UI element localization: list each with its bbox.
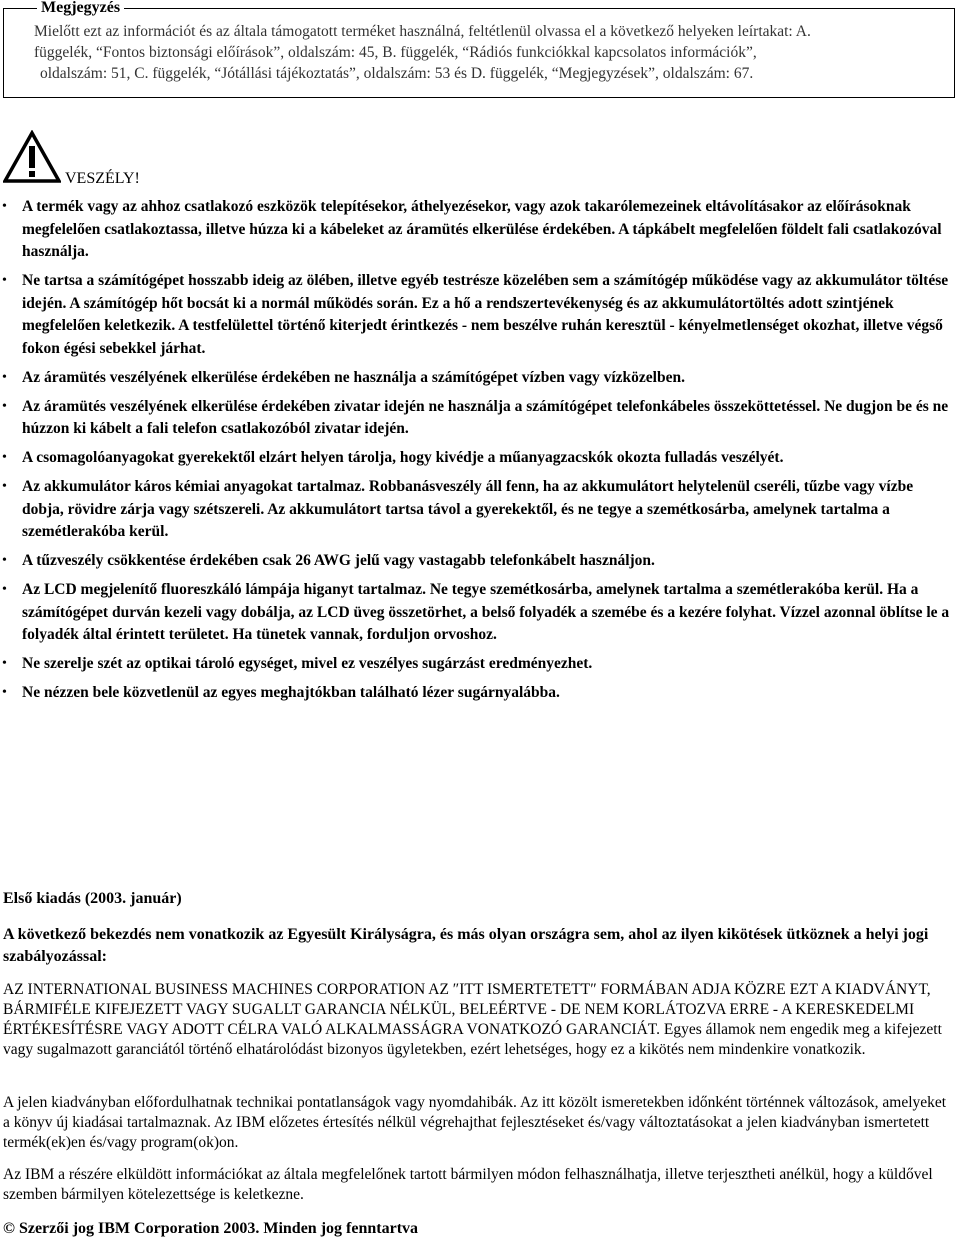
bullet-icon: • bbox=[2, 656, 7, 671]
list-item: • A tűzveszély csökkentése érdekében csak 26 AWG jelű vagy vastagabb telefonkábelt használjon. bbox=[0, 550, 950, 573]
bullet-icon: • bbox=[2, 369, 7, 385]
note-box bbox=[3, 0, 955, 98]
edition-notice: Első kiadás (2003. január) bbox=[3, 890, 182, 907]
list-item: • Ne nézzen bele közvetlenül az egyes meghajtókban található lézer sugárnyalábba. bbox=[0, 682, 950, 705]
bullet-icon: • bbox=[2, 450, 7, 465]
danger-label: VESZÉLY! bbox=[65, 170, 140, 187]
warning-triangle-icon bbox=[3, 130, 61, 184]
note-title: Megjegyzés bbox=[37, 0, 124, 17]
list-item: • A csomagolóanyagokat gyerekektől elzárt helyen tárolja, hogy kivédje a műanyagzacskók okozta fulladás veszélyét. bbox=[0, 447, 950, 470]
list-item: • Az akkumulátor káros kémiai anyagokat tartalmaz. Robbanásveszély áll fenn, ha az akkumulátort helytelenül cseréli, tűzbe vagy vízbe dobja, rövidre zárja vagy szétszereli. Az akkumulátort tartsa távol a gyerekektől, és ne tegye a szemétkosárba, amelynek tartalma a szemétlerakóba kerül. bbox=[2, 478, 914, 540]
note-text bbox=[34, 21, 952, 84]
bullet-icon: • bbox=[2, 398, 7, 414]
list-item: • Ne tartsa a számítógépet hosszabb ideig az ölében, illetve egyéb testrésze közelében sem a számítógép működése vagy az akkumulátor töltése idején. A számítógép hőt bocsát ki a normál működés során. Ez a hő a rendszertevékenység és az akkumulátortöltés adott szintjének megfelelően keletkezik. A testfelülettel történő kiterjedt érintkezés - nem beszélve ruhán keresztül - kényelmetlenséget okozhat, illetve végső fokon égési sebekkel járhat. bbox=[2, 272, 949, 357]
danger-list bbox=[0, 196, 950, 711]
uk-exclusion-paragraph: A következő bekezdés nem vonatkozik az Egyesült Királyságra, és más olyan országra sem, ahol az ilyen kikötések ütköznek a helyi jogi szabályozással: bbox=[3, 926, 929, 965]
bullet-icon: • bbox=[2, 553, 7, 568]
bullet-icon: • bbox=[2, 582, 7, 597]
copyright-line bbox=[3, 1220, 418, 1238]
note-line-2: függelék, “Fontos biztonsági előírások”, oldalszám: 45, B. függelék, “Rádiós funkciókkal kapcsolatos információk”, bbox=[34, 44, 757, 61]
list-item: • Az áramütés veszélyének elkerülése érdekében zivatar idején ne használja a számítógépet telefonkábeles összeköttetéssel. Ne dugjon be és ne húzzon ki kábelt a fali telefon csatlakozóból zivatar idején. bbox=[2, 397, 949, 437]
list-item: • Ne szerelje szét az optikai tároló egységet, mivel ez veszélyes sugárzást eredményezhet. bbox=[0, 653, 950, 676]
list-item: • Az LCD megjelenítő fluoreszkáló lámpája higanyt tartalmaz. Ne tegye szemétkosárba, amelynek tartalma a szemétlerakóba kerül. Ha a számítógépet durván kezeli vagy dobálja, az LCD üveg összetörhet, a belső folyadék a szemébe és a kezére folyhat. Vízzel azonnal öblítse le a folyadék által érintett területet. Ha tünetek vannak, forduljon orvoshoz. bbox=[2, 581, 950, 643]
bullet-icon: • bbox=[2, 273, 7, 288]
list-item: • Az áramütés veszélyének elkerülése érdekében ne használja a számítógépet vízben vagy vízközelben. bbox=[0, 367, 950, 390]
warranty-disclaimer-paragraph: AZ INTERNATIONAL BUSINESS MACHINES CORPORATION AZ ″ITT ISMERTETETT″ FORMÁBAN ADJA KÖZRE EZT A KIADVÁNYT, BÁRMIFÉLE KIFEJEZETT VAGY SUGALLT GARANCIA NÉLKÜL, BELEÉRTVE - DE NEM KORLÁTOZVA ERRE - A KERESKEDELMI ÉRTÉKESÍTÉSRE VAGY ADOTT CÉLRA VALÓ ALKALMASSÁGRA VONATKOZÓ GARANCIÁT. Egyes államok nem engedik meg a kifejezett vagy sugalmazott garanciától történő elhatárolódást bizonyos ügyletekben, ezért lehetséges, hogy ez a kikötés nem mindenkire vonatkozik. bbox=[3, 981, 942, 1058]
note-line-3: oldalszám: 51, C. függelék, “Jótállási tájékoztatás”, oldalszám: 53 és D. függelék, “Megjegyzések”, oldalszám: 67. bbox=[40, 65, 754, 82]
copyright-icon: © bbox=[3, 1220, 15, 1237]
bullet-icon: • bbox=[2, 685, 7, 700]
bullet-icon: • bbox=[2, 199, 7, 214]
inaccuracies-paragraph: A jelen kiadványban előfordulhatnak technikai pontatlanságok vagy nyomdahibák. Az itt közölt ismeretekben időnként történnek változások, amelyeket a könyv új kiadásai tartalmaznak. Az IBM előzetes értesítés nélkül végrehajthat fejlesztéseket és/vagy változtatásokat a jelen kiadványban ismertetett termék(ek)en és/vagy program(ok)on. bbox=[3, 1094, 947, 1151]
copyright-text: Szerzői jog IBM Corporation 2003. Minden jog fenntartva bbox=[18, 1220, 419, 1237]
note-line-1: Mielőtt ezt az információt és az általa támogatott terméket használná, feltétlenül olvassa el a következő helyeken leírtakat: A. bbox=[34, 23, 811, 40]
bullet-icon: • bbox=[2, 479, 7, 494]
information-use-paragraph: Az IBM a részére elküldött információkat az általa megfelelőnek tartott bármilyen módon felhasználhatja, illetve terjesztheti anélkül, hogy a küldővel szemben bármilyen kötelezettsége is keletkezne. bbox=[3, 1166, 933, 1203]
list-item: • A termék vagy az ahhoz csatlakozó eszközök telepítésekor, áthelyezésekor, vagy azok takarólemezeinek eltávolításakor az előírásoknak megfelelően csatlakoztassa, illetve húzza ki a kábeleket az áramütés elkerülése érdekében. A tápkábelt megfelelően földelt fali csatlakozóval használja. bbox=[2, 198, 942, 260]
